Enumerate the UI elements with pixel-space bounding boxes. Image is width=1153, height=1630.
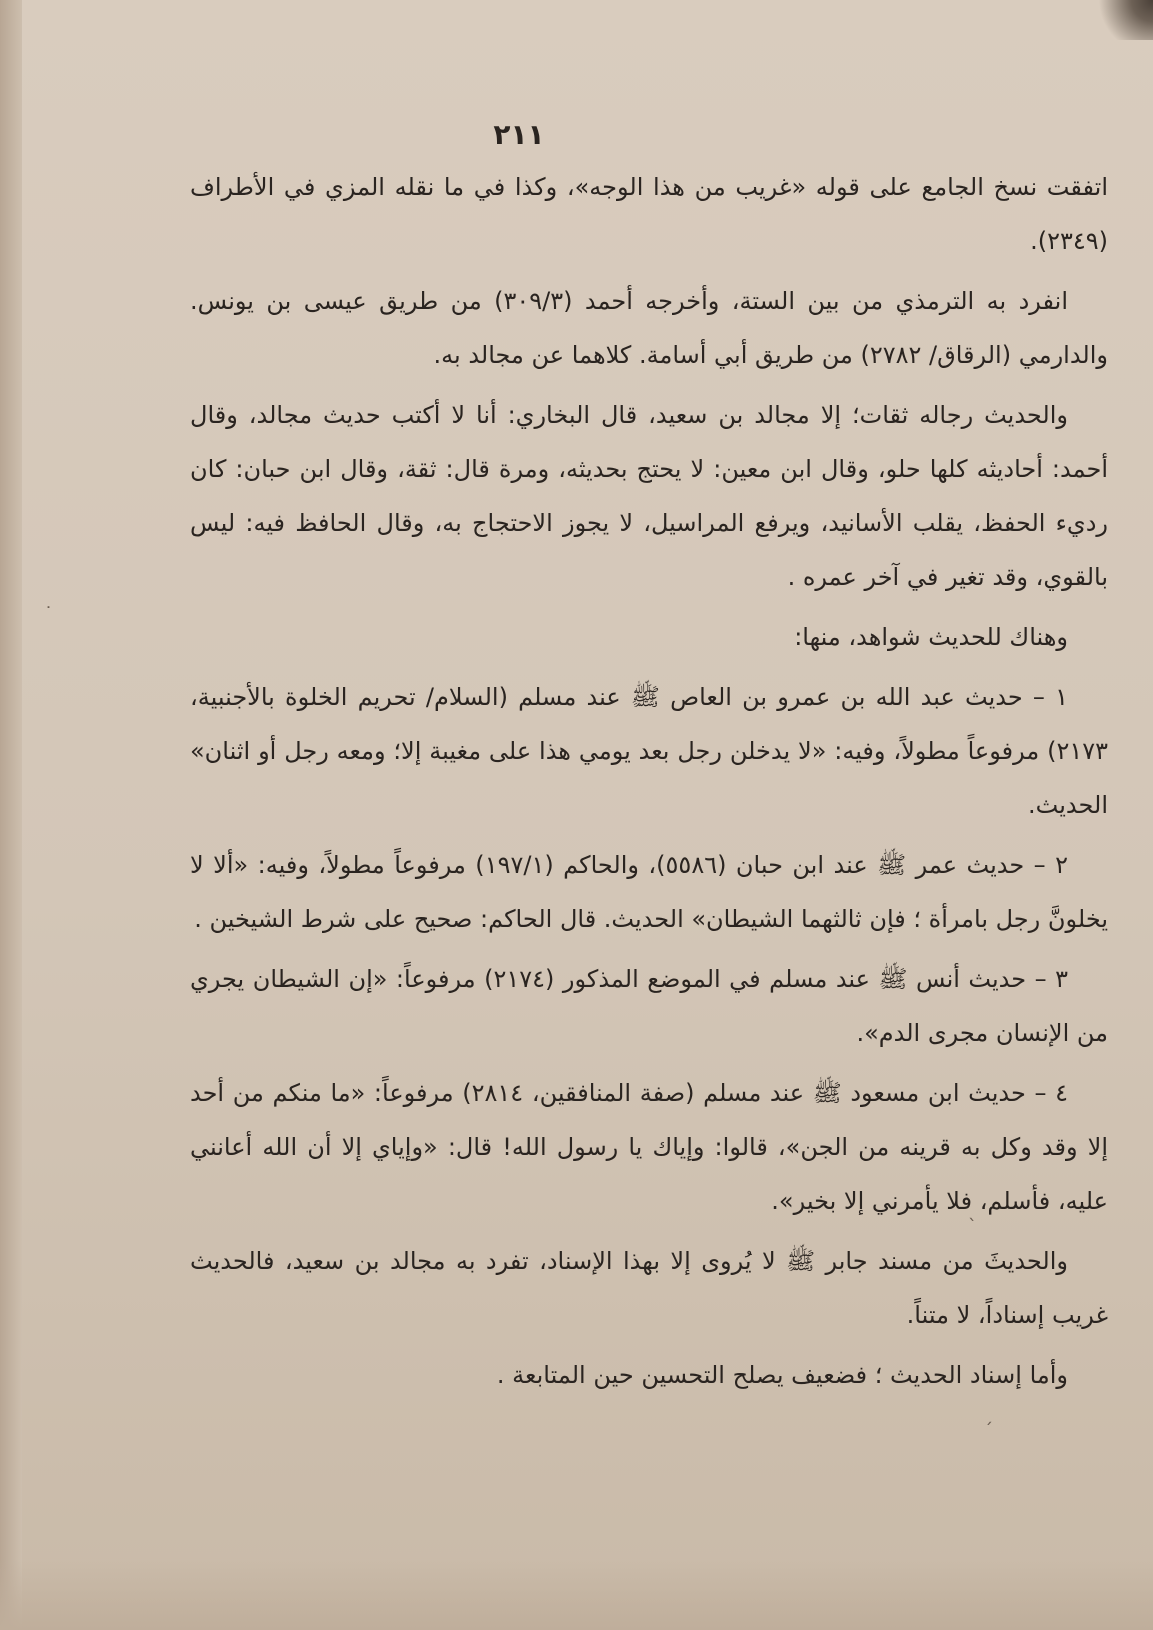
paragraph-shahid-4: ٤ – حديث ابن مسعود ﷺ عند مسلم (صفة المنافقين، ٢٨١٤) مرفوعاً: «ما منكم من أحد إلا وقد وكل به قرينه من الجن»، قالوا: وإياك يا رسول الله! قال: «وإياي إلا أن الله أعانني عليه، فأسلم، فلا يأمرني إلا بخير».	[190, 1079, 1108, 1215]
pencil-mark: ˏ	[984, 1405, 993, 1426]
paragraph-shahid-1: ١ – حديث عبد الله بن عمرو بن العاص ﷺ عند مسلم (السلام/ تحريم الخلوة بالأجنبية، ٢١٧٣) مرفوعاً مطولاً، وفيه: «لا يدخلن رجل بعد يومي هذا على مغيبة إلا؛ ومعه رجل أو اثنان» الحديث.	[190, 683, 1108, 819]
paragraph-shahid-2: ٢ – حديث عمر ﷺ عند ابن حبان (٥٥٨٦)، والحاكم (١٩٧/١) مرفوعاً مطولاً، وفيه: «ألا لا يخلونَّ رجل بامرأة ؛ فإن ثالثهما الشيطان» الحديث. قال الحاكم: صحيح على شرط الشيخين .	[190, 851, 1108, 933]
paragraph-hukm: وأما إسناد الحديث ؛ فضعيف يصلح التحسين حين المتابعة .	[496, 1361, 1068, 1389]
paragraph-shawahid-intro: وهناك للحديث شواهد، منها:	[794, 623, 1068, 651]
pencil-mark: ˋ	[968, 1216, 977, 1237]
bottom-fade	[0, 1560, 1153, 1630]
paragraph-takhrij: انفرد به الترمذي من بين الستة، وأخرجه أحمد (٣٠٩/٣) من طريق عيسى بن يونس. والدارمي (الرقاق/ ٢٧٨٢) من طريق أبي أسامة. كلاهما عن مجالد به.	[190, 287, 1108, 369]
paragraph-riwayat: اتفقت نسخ الجامع على قوله «غريب من هذا الوجه»، وكذا في ما نقله المزي في الأطراف (٢٣٤٩).	[190, 173, 1108, 255]
paragraph-gharib: والحديثَ من مسند جابر ﷺ لا يُروى إلا بهذا الإسناد، تفرد به مجالد بن سعيد، فالحديث غريب إسناداً، لا متناً.	[190, 1247, 1108, 1329]
paragraph-shahid-3: ٣ – حديث أنس ﷺ عند مسلم في الموضع المذكور (٢١٧٤) مرفوعاً: «إن الشيطان يجري من الإنسان مجرى الدم».	[190, 965, 1108, 1047]
book-gutter	[0, 0, 22, 1630]
page-number: ٢١١	[493, 118, 545, 151]
paragraph-rijal: والحديث رجاله ثقات؛ إلا مجالد بن سعيد، قال البخاري: أنا لا أكتب حديث مجالد، وقال أحمد: أحاديثه كلها حلو، وقال ابن معين: لا يحتج بحديثه، ومرة قال: ثقة، وقال ابن حبان: كان رديء الحفظ، يقلب الأسانيد، ويرفع المراسيل، لا يجوز الاحتجاج به، وقال الحافظ فيه: ليس بالقوي، وقد تغير في آخر عمره .	[190, 401, 1108, 591]
page-content	[190, 110, 1108, 1402]
corner-shadow	[1093, 0, 1153, 40]
pencil-mark: ˙	[44, 604, 53, 625]
